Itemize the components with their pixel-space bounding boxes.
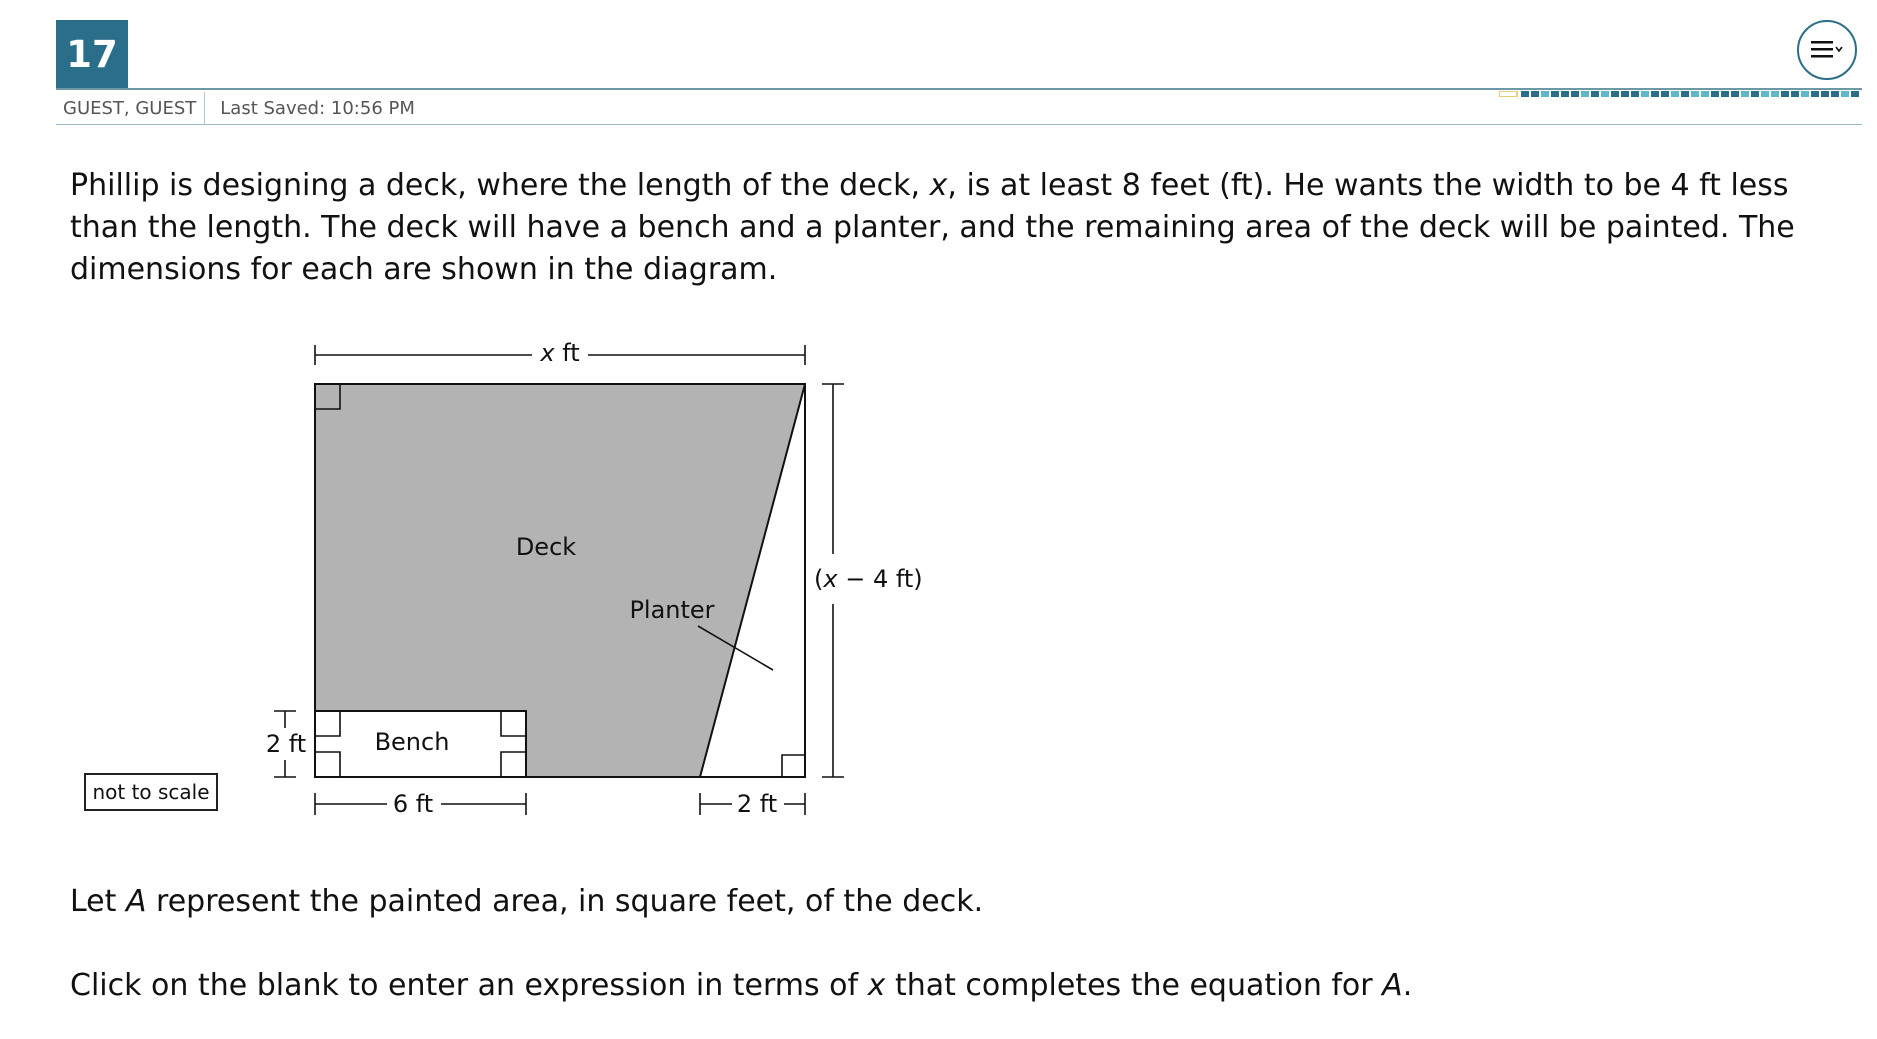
not-to-scale-label: not to scale xyxy=(92,780,210,804)
let-text-1: Let xyxy=(70,884,126,919)
click-variable-x: x xyxy=(867,968,886,1003)
user-name: GUEST, GUEST xyxy=(63,97,197,119)
right-dimension-label: (x − 4 ft) xyxy=(814,565,923,593)
planter-label: Planter xyxy=(629,596,715,624)
deck-label: Deck xyxy=(515,533,577,561)
bench-label: Bench xyxy=(374,728,450,756)
click-text-1: Click on the blank to enter an expression in terms of xyxy=(70,968,868,1003)
prompt-text-1: Phillip is designing a deck, where the length of the deck, xyxy=(70,168,930,203)
click-text-2: that completes the equation for xyxy=(885,968,1383,1003)
let-text-2: represent the painted area, in square feet, of the deck. xyxy=(146,884,984,919)
prompt-variable-x: x xyxy=(929,168,948,203)
let-variable-a: A xyxy=(125,884,147,919)
top-dimension-label: x ft xyxy=(540,339,580,367)
last-saved-status: Last Saved: 10:56 PM xyxy=(220,97,415,119)
bench-width-label: 6 ft xyxy=(392,790,434,818)
click-variable-a: A xyxy=(1382,968,1403,1003)
prompt-text-2: , is at least 8 feet (ft). He wants the width to be 4 ft less than the length. The deck will have a bench and a planter, and the remaining area of the deck will be painted. The dimensions for each are shown in the diagram. xyxy=(70,168,1795,287)
click-text-3: . xyxy=(1402,968,1413,1003)
bench-height-label: 2 ft xyxy=(265,730,307,758)
planter-base-label: 2 ft xyxy=(736,790,778,818)
instruction-text xyxy=(70,968,1412,1003)
question-number: 17 xyxy=(66,33,118,76)
painted-area-definition xyxy=(70,884,983,919)
not-to-scale-box xyxy=(84,773,218,811)
